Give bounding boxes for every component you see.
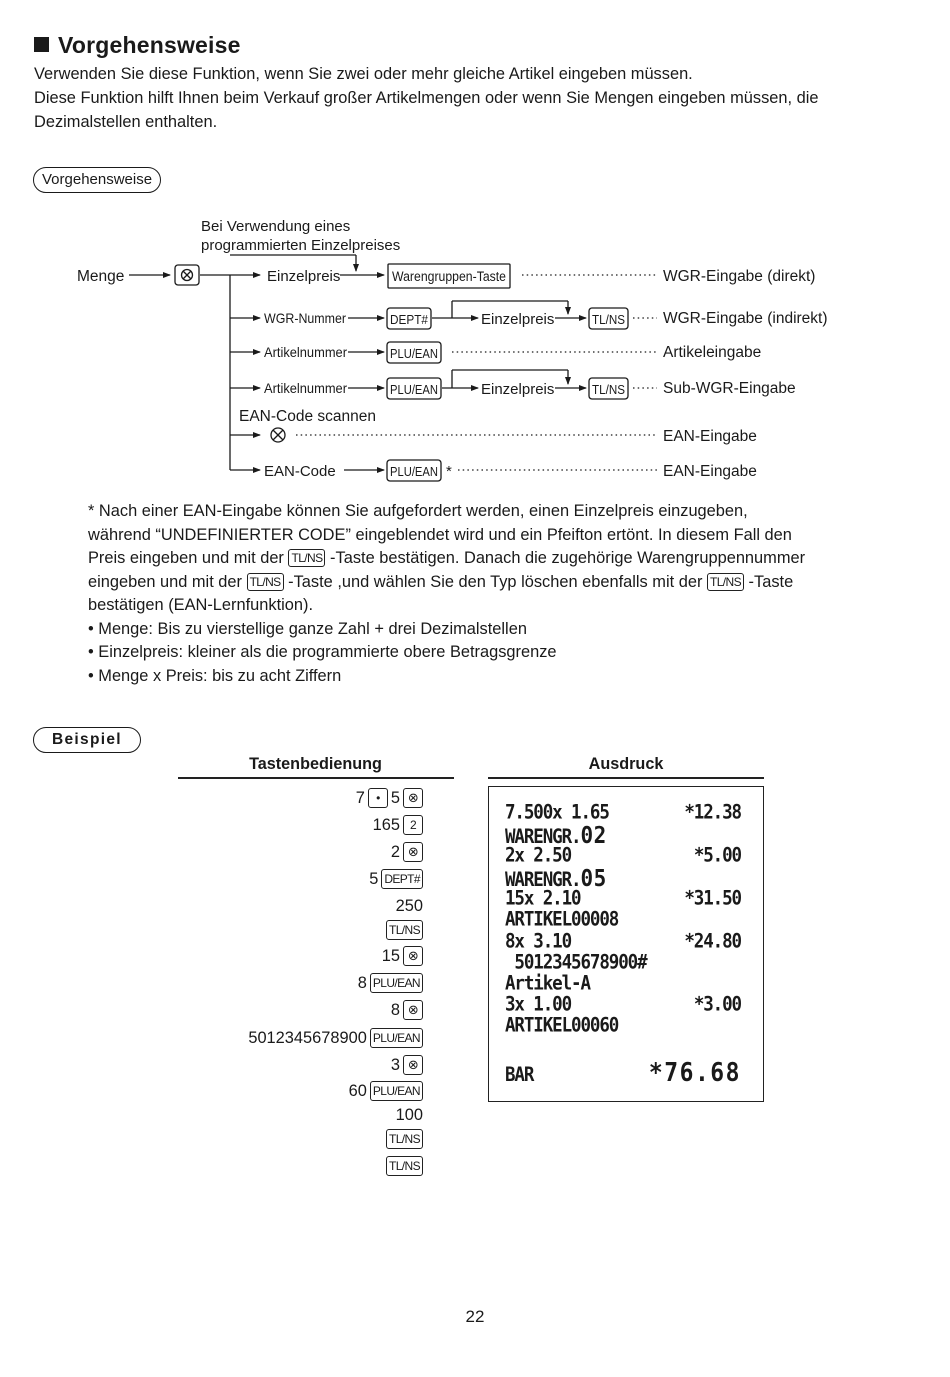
receipt-left: 3x 1.00 bbox=[505, 993, 572, 1017]
procedure-flow-diagram bbox=[0, 0, 950, 500]
note-line-3 bbox=[88, 547, 888, 571]
artikelnummer-label-1: Artikelnummer bbox=[264, 344, 348, 360]
bullet-menge-x-preis: • Menge x Preis: bis zu acht Ziffern bbox=[88, 666, 342, 685]
receipt-left: Artikel-A bbox=[505, 972, 590, 996]
page-number: 22 bbox=[465, 1307, 485, 1326]
bullet-einzelpreis: • Einzelpreis: kleiner als die programmierte obere Betragsgrenze bbox=[88, 643, 557, 661]
key-op-row bbox=[391, 840, 423, 864]
intro-line-3: Dezimalstellen enthalten. bbox=[34, 113, 218, 131]
key-op-row bbox=[386, 918, 423, 942]
tlns-key-inline-1: TL/NS bbox=[288, 549, 325, 567]
note-line-4-a: eingeben und mit der bbox=[88, 572, 242, 591]
result-artikeleingabe: Artikeleingabe bbox=[663, 344, 762, 361]
menge-label: Menge bbox=[77, 268, 125, 285]
key-op-row bbox=[369, 867, 423, 891]
plu-key: PLU/EAN bbox=[370, 1081, 423, 1101]
key-op-row bbox=[358, 971, 423, 995]
key-op-value: 8 bbox=[390, 1001, 400, 1019]
key-op-digit: 7 bbox=[355, 789, 365, 807]
receipt-line bbox=[505, 931, 741, 953]
example-label: Beispiel bbox=[33, 727, 141, 753]
tlns-key-1: TL/NS bbox=[592, 313, 625, 327]
receipt-right: *24.80 bbox=[684, 930, 741, 954]
receipt-line bbox=[505, 909, 741, 931]
bullet-menge: • Menge: Bis zu vierstellige ganze Zahl + drei Dezimalstellen bbox=[88, 619, 527, 638]
dept-key: DEPT# bbox=[390, 313, 429, 327]
tlns-key: TL/NS bbox=[386, 1129, 423, 1149]
section-heading-text: Vorgehensweise bbox=[58, 32, 241, 58]
einzelpreis-label-3: Einzelpreis bbox=[481, 381, 555, 398]
receipt-line bbox=[505, 1015, 741, 1037]
result-sub-wgr: Sub-WGR-Eingabe bbox=[663, 380, 796, 397]
tlns-key-2: TL/NS bbox=[592, 383, 625, 397]
key-op-row bbox=[382, 944, 423, 968]
dept-key: DEPT# bbox=[381, 869, 423, 889]
key-op-value: 15 bbox=[381, 947, 400, 965]
diagram-note-line-2: programmierten Einzelpreises bbox=[201, 237, 401, 254]
key-op-value: 165 bbox=[372, 816, 400, 834]
receipt-left: ARTIKEL00060 bbox=[505, 1014, 619, 1038]
artikelnummer-label-2: Artikelnummer bbox=[264, 380, 348, 396]
note-line-2: während “UNDEFINIERTER CODE” eingeblendet wird und ein Pfeifton ertönt. In diesem Fall den bbox=[88, 525, 792, 544]
einzelpreis-label-1: Einzelpreis bbox=[267, 268, 341, 285]
key-op-row bbox=[396, 894, 423, 918]
result-wgr-indirekt: WGR-Eingabe (indirekt) bbox=[663, 310, 828, 327]
einzelpreis-label-2: Einzelpreis bbox=[481, 311, 555, 328]
procedure-label: Vorgehensweise bbox=[33, 167, 161, 193]
key-op-value: 250 bbox=[395, 897, 423, 915]
printout-header: Ausdruck bbox=[588, 755, 664, 773]
receipt-total-amount: *76.68 bbox=[648, 1058, 741, 1088]
note-line-4-c: -Taste bbox=[748, 572, 794, 591]
decimal-point-key: • bbox=[368, 788, 388, 808]
ean-code-label: EAN-Code bbox=[264, 463, 336, 480]
key-ops-rule bbox=[178, 777, 454, 779]
multiply-key: ⊗ bbox=[403, 788, 423, 808]
key-op-digit: 5 bbox=[390, 789, 400, 807]
key-op-value: 5012345678900 bbox=[248, 1029, 367, 1047]
ean-scan-label: EAN-Code scannen bbox=[239, 408, 376, 425]
key-op-row bbox=[248, 1026, 423, 1050]
receipt-dept-label: WARENGR. bbox=[505, 826, 581, 849]
note-line-3-b: -Taste bestätigen. Danach die zugehörige Warengruppennummer bbox=[330, 549, 806, 567]
receipt-left: 2x 2.50 bbox=[505, 844, 572, 868]
receipt-right: *31.50 bbox=[684, 887, 741, 911]
key-op-row bbox=[349, 1079, 423, 1103]
tlns-key-inline-3: TL/NS bbox=[707, 573, 744, 591]
plu-key: PLU/EAN bbox=[370, 973, 423, 993]
plu-key-1: PLU/EAN bbox=[390, 347, 438, 361]
note-line-4 bbox=[88, 571, 888, 595]
tlns-key-inline-2: TL/NS bbox=[247, 573, 284, 591]
note-line-3-a: Preis eingeben und mit der bbox=[88, 549, 284, 567]
plu-key: PLU/EAN bbox=[370, 1028, 423, 1048]
key-op-row bbox=[386, 1154, 423, 1178]
plu-key-3: PLU/EAN bbox=[390, 465, 438, 479]
receipt-right: *5.00 bbox=[693, 844, 741, 868]
receipt-right: *3.00 bbox=[693, 993, 741, 1017]
receipt-left: 5012345678900# bbox=[505, 951, 647, 975]
receipt-left: 7.500x 1.65 bbox=[505, 801, 609, 825]
multiply-key: ⊗ bbox=[403, 1055, 423, 1075]
key-op-value: 5 bbox=[369, 870, 379, 888]
receipt-total-line bbox=[505, 1058, 741, 1087]
asterisk-mark: * bbox=[446, 463, 452, 480]
key-op-row bbox=[373, 813, 423, 837]
receipt-total-label: BAR bbox=[505, 1064, 534, 1087]
multiply-key: ⊗ bbox=[403, 842, 423, 862]
result-ean-2: EAN-Eingabe bbox=[663, 463, 757, 480]
key-op-row bbox=[396, 1103, 423, 1127]
key-op-value: 100 bbox=[395, 1106, 423, 1124]
diagram-note-line-1: Bei Verwendung eines bbox=[201, 218, 351, 235]
wgr-nummer-label: WGR-Nummer bbox=[264, 310, 347, 326]
key-op-row bbox=[386, 1127, 423, 1151]
receipt-dept-number: 02 bbox=[580, 821, 607, 849]
result-ean-1: EAN-Eingabe bbox=[663, 428, 757, 445]
receipt-line bbox=[505, 973, 741, 995]
key-op-value: 3 bbox=[390, 1056, 400, 1074]
plu-key-2: PLU/EAN bbox=[390, 383, 438, 397]
multiply-key: ⊗ bbox=[403, 946, 423, 966]
receipt-line bbox=[505, 888, 741, 910]
key-op-row bbox=[391, 998, 423, 1022]
note-line-1: * Nach einer EAN-Eingabe können Sie aufgefordert werden, einen Einzelpreis einzugeben, bbox=[88, 502, 748, 520]
receipt-right: *12.38 bbox=[684, 801, 741, 825]
intro-line-2: Diese Funktion hilft Ihnen beim Verkauf großer Artikelmengen oder wenn Sie Mengen eingeben müssen, die bbox=[34, 89, 819, 107]
receipt-line bbox=[505, 994, 741, 1016]
note-line-4-b: -Taste ,und wählen Sie den Typ löschen ebenfalls mit der bbox=[288, 572, 703, 591]
printout-rule bbox=[488, 777, 764, 779]
receipt-dept-number: 05 bbox=[580, 864, 607, 892]
receipt-dept-label: WARENGR. bbox=[505, 869, 581, 892]
dept-2-key: 2 bbox=[403, 815, 423, 835]
receipt-printout bbox=[488, 786, 764, 1102]
intro-line-1: Verwenden Sie diese Funktion, wenn Sie zwei oder mehr gleiche Artikel eingeben müssen. bbox=[34, 65, 693, 83]
receipt-left: 8x 3.10 bbox=[505, 930, 572, 954]
receipt-line bbox=[505, 952, 741, 974]
multiply-key: ⊗ bbox=[403, 1000, 423, 1020]
key-op-value: 2 bbox=[390, 843, 400, 861]
key-op-value: 60 bbox=[348, 1082, 367, 1100]
receipt-left: ARTIKEL00008 bbox=[505, 908, 619, 932]
key-ops-header: Tastenbedienung bbox=[249, 755, 382, 773]
receipt-left: 15x 2.10 bbox=[505, 887, 581, 911]
note-line-5: bestätigen (EAN-Lernfunktion). bbox=[88, 596, 314, 614]
key-op-row bbox=[356, 786, 423, 810]
key-op-value: 8 bbox=[357, 974, 367, 992]
tlns-key: TL/NS bbox=[386, 1156, 423, 1176]
key-op-row bbox=[391, 1053, 423, 1077]
warengruppen-key: Warengruppen-Taste bbox=[392, 269, 506, 284]
tlns-key: TL/NS bbox=[386, 920, 423, 940]
result-wgr-direkt: WGR-Eingabe (direkt) bbox=[663, 268, 816, 285]
